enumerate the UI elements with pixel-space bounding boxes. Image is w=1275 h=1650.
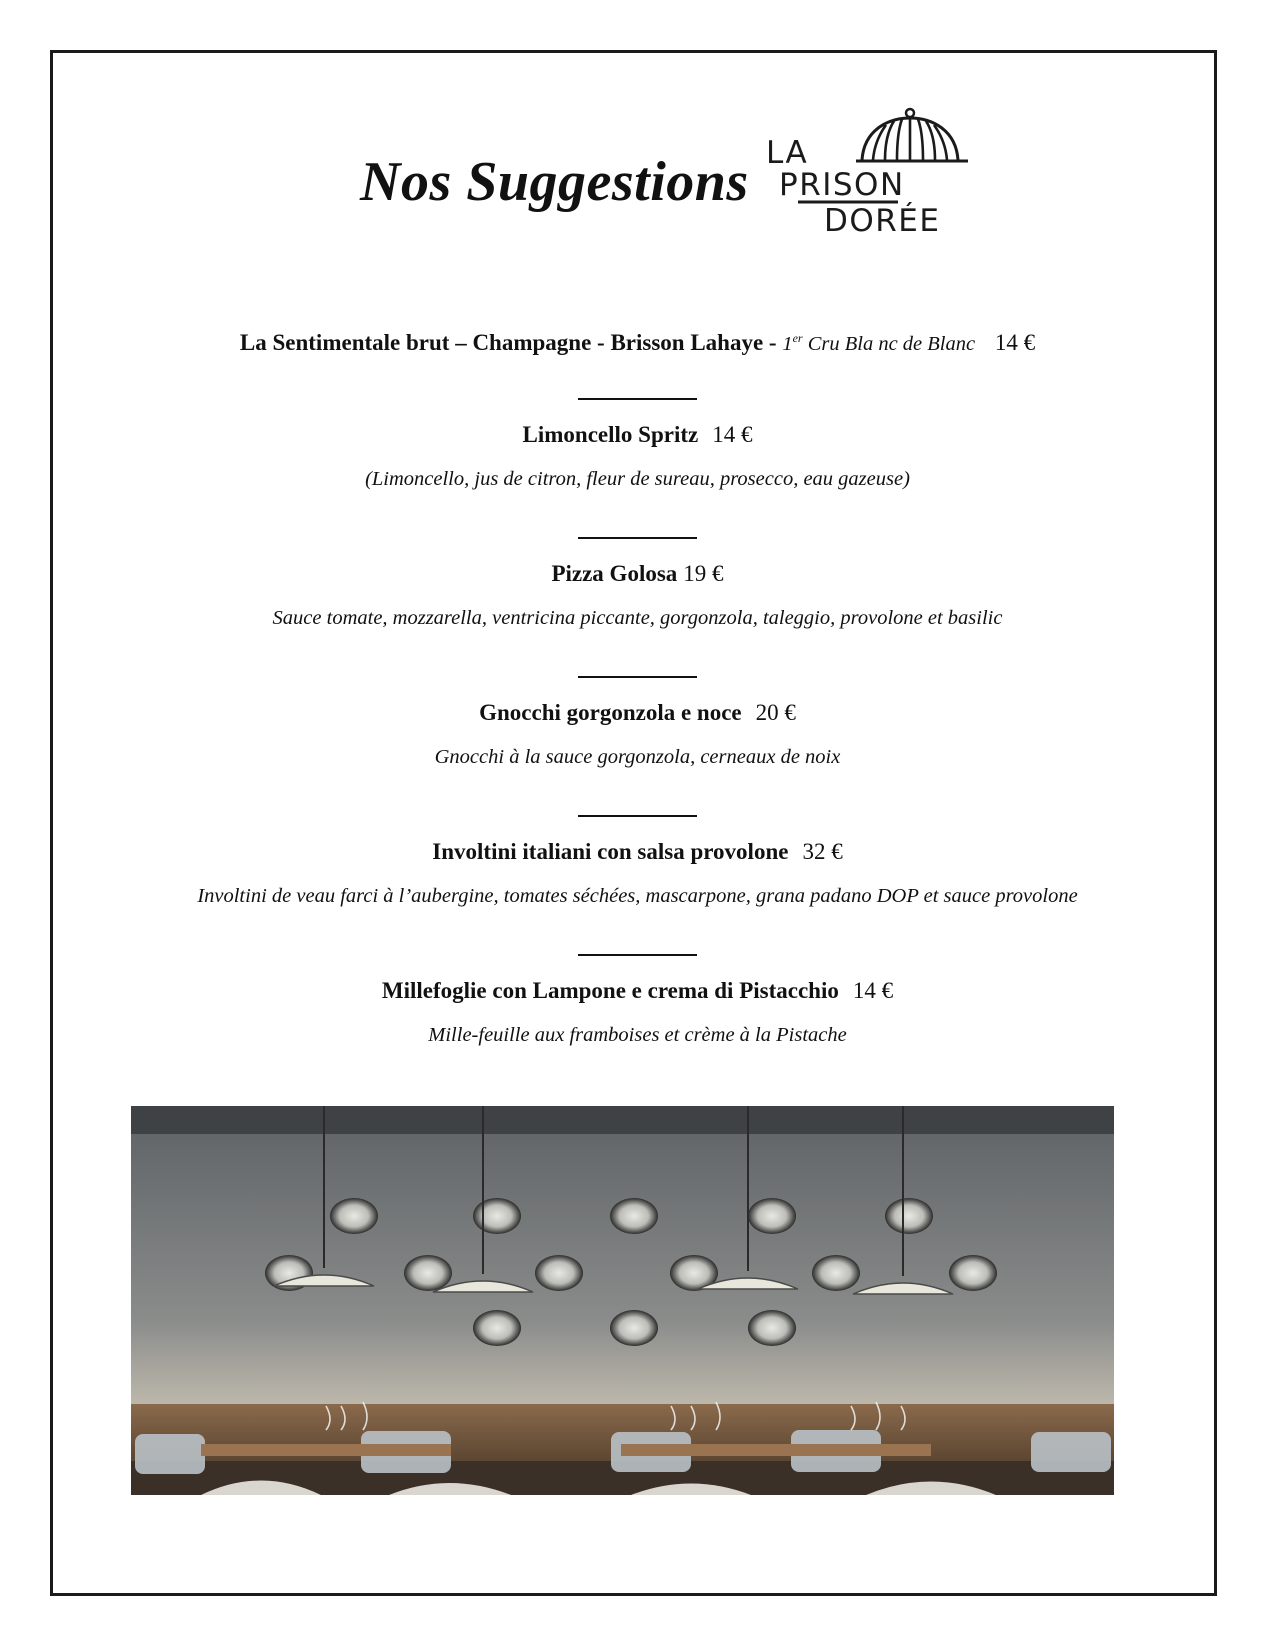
section-divider [578,815,697,817]
section-divider [578,676,697,678]
item-price: 14 € [852,978,894,1003]
logo-text-la: LA [766,135,809,171]
logo-text-doree: DORÉE [824,203,941,239]
item-name: Limoncello Spritz [522,422,699,447]
menu-item-involtini [50,839,1225,865]
menu-item-millefoglie [50,978,1225,1004]
item-name: Pizza Golosa [551,561,678,586]
page-title: Nos Suggestions [360,151,749,213]
item-description: Sauce tomate, mozzarella, ventricina piccante, gorgonzola, taleggio, provolone et basilic [272,607,1003,629]
menu-item-pizza-golosa [50,561,1225,587]
item-price: 14 € [994,330,1036,355]
item-description: Gnocchi à la sauce gorgonzola, cerneaux de noix [434,746,841,768]
section-divider [578,954,697,956]
menu-item-champagne [50,330,1225,356]
item-description: Mille-feuille aux framboises et crème à la Pistache [428,1024,847,1046]
item-price: 19 € [683,561,724,586]
item-description: Involtini de veau farci à l’aubergine, tomates séchées, mascarpone, grana padano DOP et sauce provolone [197,885,1078,907]
item-description: (Limoncello, jus de citron, fleur de sureau, prosecco, eau gazeuse) [365,468,910,490]
la-prison-doree-logo [766,106,984,242]
menu-item-limoncello-spritz [50,422,1225,448]
item-price: 32 € [802,839,843,864]
restaurant-interior-photo [131,1106,1114,1495]
section-divider [578,398,697,400]
item-name: La Sentimentale brut – Champagne - Brisson Lahaye - [239,330,777,355]
item-price: 14 € [712,422,753,447]
restaurant-interior-icon [131,1106,1114,1495]
menu-item-gnocchi [50,700,1225,726]
item-name: Millefoglie con Lampone e crema di Pistacchio [381,978,839,1003]
item-name: Gnocchi gorgonzola e noce [479,700,742,725]
section-divider [578,537,697,539]
logo-text-prison: PRISON [779,167,905,203]
item-price: 20 € [755,700,796,725]
item-detail: 1er Cru Bla nc de Blanc [782,331,976,355]
item-name: Involtini italiani con salsa provolone [432,839,789,864]
